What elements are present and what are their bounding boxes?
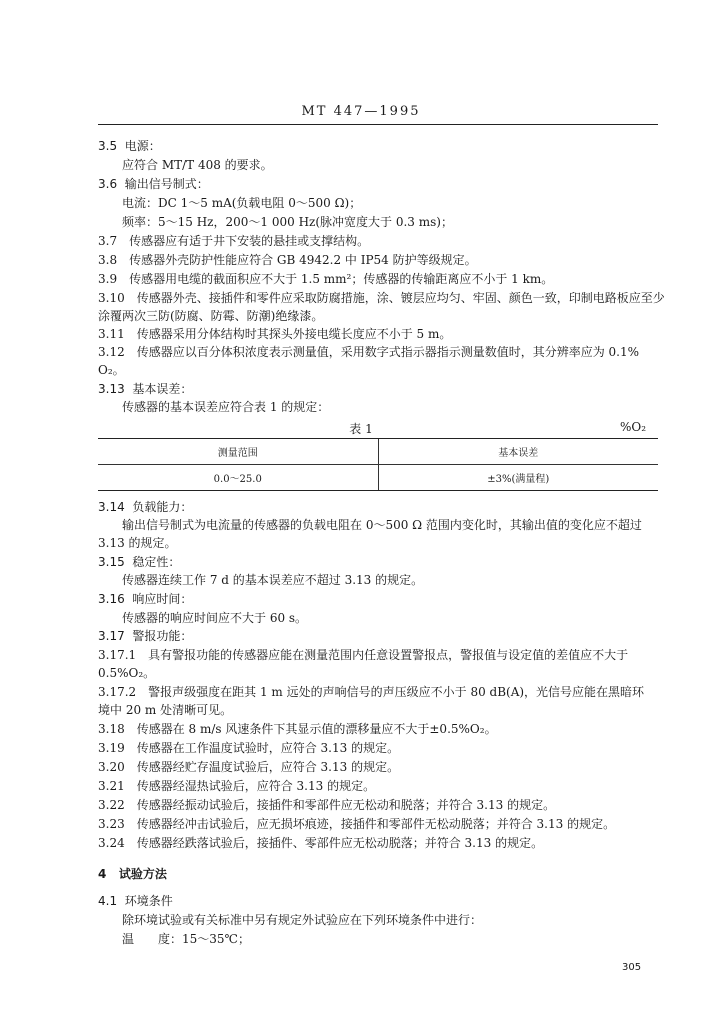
section-3-8: 3.8 传感器外壳防护性能应符合 GB 4942.2 中 IP54 防护等级规定。 — [98, 253, 477, 267]
paragraph: 传感器的基本误差应符合表 1 的规定： — [122, 400, 330, 414]
section-number: 3.13 — [98, 382, 125, 396]
section-title: 试验方法 — [118, 867, 167, 881]
section-3-21: 3.21 传感器经湿热试验后，应符合 3.13 的规定。 — [98, 779, 376, 793]
section-3-7: 3.7 传感器应有适于井下安装的悬挂或支撑结构。 — [98, 234, 370, 248]
section-3-23: 3.23 传感器经冲击试验后，应无损坏痕迹，接插件和零部件无松动脱落；并符合 3.13 的规定。 — [98, 817, 616, 831]
section-3-14-heading — [98, 500, 192, 514]
section-3-12: 3.12 传感器应以百分体积浓度表示测量值，采用数字式指示器指示测量数值时，其分辨率应为 0.1% — [98, 345, 640, 359]
paragraph: 传感器的响应时间应不大于 60 s。 — [122, 611, 308, 625]
section-3-24: 3.24 传感器经跌落试验后，接插件、零部件应无松动脱落；并符合 3.13 的规定。 — [98, 836, 544, 850]
page-number: 305 — [622, 962, 642, 973]
section-3-10: 3.10 传感器外壳、接插件和零件应采取防腐措施，涂、镀层应均匀、牢固、颜色一致，印制电路板应至少 — [98, 291, 665, 305]
header-rule — [98, 124, 658, 125]
paragraph: 频率：5～15 Hz，200～1 000 Hz(脉冲宽度大于 0.3 ms)； — [122, 215, 453, 229]
section-title: 负载能力： — [132, 500, 193, 514]
section-4-1-heading — [98, 894, 173, 908]
section-3-9: 3.9 传感器用电缆的截面积应不大于 1.5 mm²；传感器的传输距离应不小于 1 km。 — [98, 272, 554, 286]
table-header-cell: 基本误差 — [378, 439, 659, 464]
section-number: 3.5 — [98, 139, 118, 153]
section-number: 3.16 — [98, 592, 125, 606]
section-3-11: 3.11 传感器采用分体结构时其探头外接电缆长度应不小于 5 m。 — [98, 327, 452, 341]
paragraph: 输出信号制式为电流量的传感器的负载电阻在 0～500 Ω 范围内变化时，其输出值的变化应不超过 — [122, 518, 642, 532]
section-title: 基本误差： — [132, 382, 193, 396]
section-number: 3.15 — [98, 555, 125, 569]
paragraph: 温 度：15～35℃； — [122, 932, 250, 946]
section-3-17-1: 3.17.1 具有警报功能的传感器应能在测量范围内任意设置警报点，警报值与设定值的差值应不大于 — [98, 648, 629, 662]
section-title: 稳定性： — [132, 555, 181, 569]
section-3-20: 3.20 传感器经贮存温度试验后，应符合 3.13 的规定。 — [98, 760, 400, 774]
section-4-heading — [98, 867, 167, 881]
section-3-15-heading — [98, 555, 180, 569]
section-number: 3.14 — [98, 500, 125, 514]
section-3-18: 3.18 传感器在 8 m/s 风速条件下其显示值的漂移量应不大于±0.5%O₂。 — [98, 722, 497, 736]
paragraph: 传感器连续工作 7 d 的基本误差应不超过 3.13 的规定。 — [122, 573, 424, 587]
section-title: 警报功能： — [132, 629, 193, 643]
table-unit: %O₂ — [620, 420, 647, 434]
error-table — [98, 438, 658, 491]
section-title: 环境条件 — [124, 894, 173, 908]
section-3-22: 3.22 传感器经振动试验后，接插件和零部件应无松动和脱落；并符合 3.13 的规定。 — [98, 798, 556, 812]
paragraph: 0.5%O₂。 — [98, 666, 156, 680]
section-3-17-heading — [98, 629, 192, 643]
table-cell: 0.0～25.0 — [213, 474, 262, 485]
section-3-16-heading — [98, 592, 192, 606]
table-header-row — [98, 439, 658, 464]
table-header-cell: 测量范围 — [217, 448, 258, 459]
section-3-6-heading — [98, 177, 209, 191]
table-caption: 表 1 — [349, 422, 373, 436]
paragraph: 除环境试验或有关标准中另有规定外试验应在下列环境条件中进行： — [122, 913, 483, 927]
paragraph: 应符合 MT/T 408 的要求。 — [122, 158, 273, 172]
section-3-19: 3.19 传感器在工作温度试验时，应符合 3.13 的规定。 — [98, 741, 400, 755]
page-header-standard-number: MT 447—1995 — [301, 104, 421, 119]
paragraph: 电流：DC 1～5 mA(负载电阻 0～500 Ω)； — [122, 196, 362, 210]
table-row — [98, 464, 658, 490]
section-title: 电源： — [124, 139, 161, 153]
paragraph: 涂覆两次三防(防腐、防霉、防潮)绝缘漆。 — [98, 309, 324, 323]
table-cell: ±3%(满量程) — [378, 465, 659, 490]
paragraph: O₂。 — [98, 363, 125, 377]
section-title: 输出信号制式： — [124, 177, 209, 191]
section-number: 4.1 — [98, 894, 118, 908]
paragraph: 境中 20 m 处清晰可见。 — [98, 703, 233, 717]
section-3-5-heading — [98, 139, 161, 153]
section-number: 4 — [98, 867, 107, 881]
paragraph: 3.13 的规定。 — [98, 536, 177, 550]
section-3-17-2: 3.17.2 警报声级强度在距其 1 m 远处的声响信号的声压级应不小于 80 dB(A)，光信号应能在黑暗环 — [98, 685, 645, 699]
section-number: 3.17 — [98, 629, 125, 643]
section-number: 3.6 — [98, 177, 118, 191]
section-title: 响应时间： — [132, 592, 193, 606]
section-3-13-heading — [98, 382, 192, 396]
